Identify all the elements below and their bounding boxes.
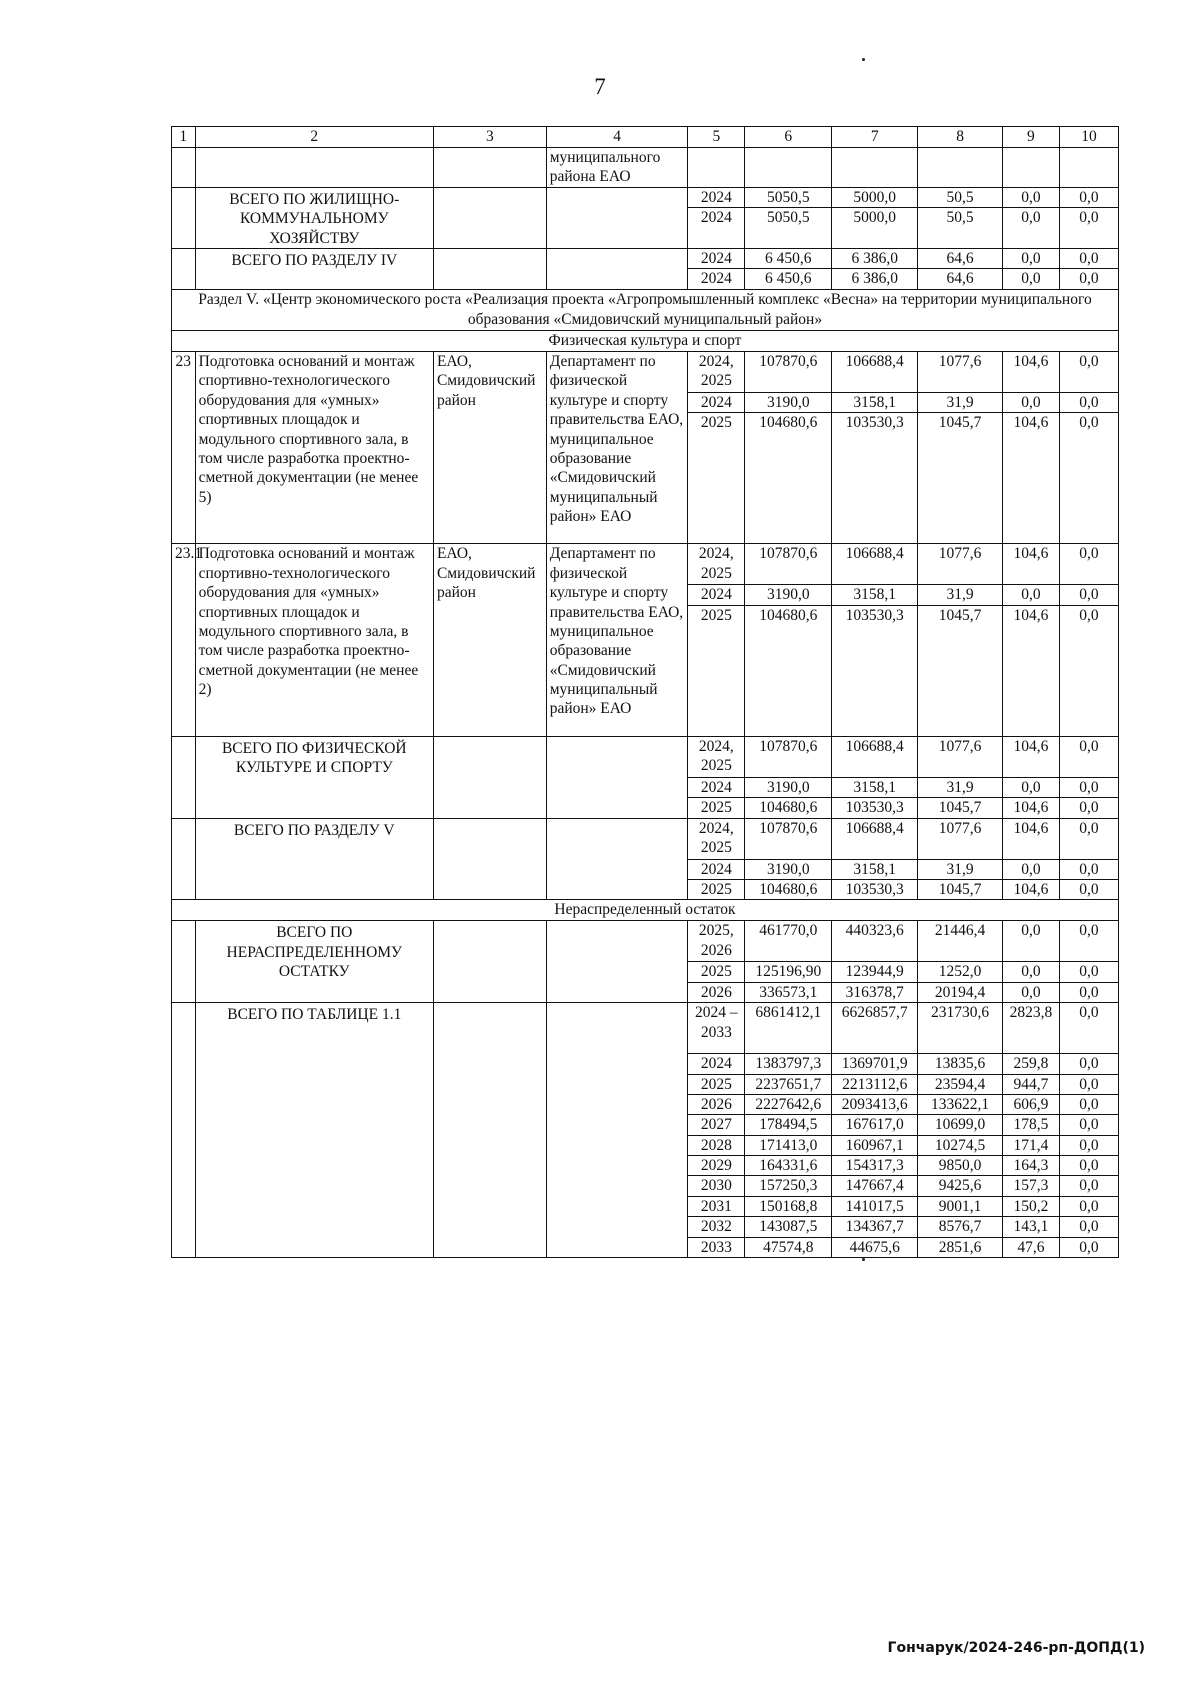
total-cell: 178494,5: [745, 1115, 832, 1135]
regional-cell: 1077,6: [918, 818, 1003, 859]
federal-cell: 6 386,0: [832, 269, 918, 289]
regional-cell: 9001,1: [918, 1196, 1003, 1216]
total-cell: 3190,0: [745, 585, 832, 605]
total-cell: 107870,6: [745, 736, 832, 777]
other-cell: 0,0: [1059, 208, 1118, 249]
regional-cell: 64,6: [918, 269, 1003, 289]
federal-cell: 106688,4: [832, 736, 918, 777]
other-cell: 0,0: [1059, 187, 1118, 208]
federal-cell: 316378,7: [832, 982, 918, 1002]
other-cell: 0,0: [1059, 736, 1118, 777]
local-cell: 150,2: [1002, 1196, 1059, 1216]
federal-cell: 106688,4: [832, 544, 918, 585]
year-cell: 2028: [688, 1135, 745, 1155]
local-cell: 178,5: [1002, 1115, 1059, 1135]
federal-cell: 3158,1: [832, 393, 918, 413]
local-cell: 104,6: [1002, 352, 1059, 393]
federal-cell: 1369701,9: [832, 1054, 918, 1074]
other-cell: 0,0: [1059, 777, 1118, 797]
table-row: [172, 148, 1119, 188]
section-row: [172, 330, 1119, 351]
other-cell: 0,0: [1059, 982, 1118, 1002]
year-cell: 2024: [688, 393, 745, 413]
item-location: ЕАО, Смидовичский район: [433, 352, 546, 544]
local-cell: 0,0: [1002, 859, 1059, 879]
total-cell: 5050,5: [745, 208, 832, 249]
item-location: ЕАО, Смидовичский район: [433, 544, 546, 736]
regional-cell: 31,9: [918, 585, 1003, 605]
section-row: [172, 900, 1119, 921]
year-cell: 2032: [688, 1217, 745, 1237]
federal-cell: 103530,3: [832, 879, 918, 899]
total-cell: 47574,8: [745, 1237, 832, 1257]
other-cell: 0,0: [1059, 1115, 1118, 1135]
total-cell: 6 450,6: [745, 269, 832, 289]
other-cell: 0,0: [1059, 1196, 1118, 1216]
federal-cell: 3158,1: [832, 859, 918, 879]
total-cell: 143087,5: [745, 1217, 832, 1237]
subsection-title: Физическая культура и спорт: [172, 330, 1119, 351]
year-cell: 2024: [688, 777, 745, 797]
year-cell: 2024: [688, 585, 745, 605]
regional-cell: 133622,1: [918, 1094, 1003, 1114]
total-cell: 104680,6: [745, 605, 832, 736]
year-cell: 2030: [688, 1176, 745, 1196]
total-cell: 3190,0: [745, 393, 832, 413]
other-cell: 0,0: [1059, 818, 1118, 859]
total-row: [172, 1003, 1119, 1054]
total-row: [172, 736, 1119, 777]
total-cell: 107870,6: [745, 818, 832, 859]
local-cell: 944,7: [1002, 1074, 1059, 1094]
col-header-3: 3: [433, 127, 546, 148]
item-name: Подготовка оснований и монтаж спортивно-технологического оборудования для «умных» спортивных площадок и модульного спортивного зала, в том числе разработка проектно-сметной документации (не менее 2): [195, 544, 433, 736]
local-cell: 104,6: [1002, 879, 1059, 899]
regional-cell: 31,9: [918, 859, 1003, 879]
total-cell: 107870,6: [745, 352, 832, 393]
year-cell: 2024 – 2033: [688, 1003, 745, 1054]
year-cell: 2025: [688, 879, 745, 899]
item-executor: Департамент по физической культуре и спорту правительства ЕАО, муниципальное образование «Смидовичский муниципальный район» ЕАО: [546, 544, 688, 736]
federal-cell: 2213112,6: [832, 1074, 918, 1094]
other-cell: 0,0: [1059, 1176, 1118, 1196]
regional-cell: 13835,6: [918, 1054, 1003, 1074]
scan-speck: [862, 1258, 865, 1261]
year-cell: 2024, 2025: [688, 352, 745, 393]
other-cell: 0,0: [1059, 544, 1118, 585]
regional-cell: 20194,4: [918, 982, 1003, 1002]
local-cell: 0,0: [1002, 208, 1059, 249]
local-cell: 104,6: [1002, 818, 1059, 859]
year-cell: 2025: [688, 605, 745, 736]
item-number: 23: [172, 352, 196, 544]
total-cell: 104680,6: [745, 413, 832, 544]
year-cell: 2024: [688, 1054, 745, 1074]
other-cell: 0,0: [1059, 352, 1118, 393]
regional-cell: 8576,7: [918, 1217, 1003, 1237]
other-cell: 0,0: [1059, 1135, 1118, 1155]
local-cell: 0,0: [1002, 393, 1059, 413]
year-cell: 2025: [688, 413, 745, 544]
total-cell: 125196,90: [745, 962, 832, 982]
total-cell: 171413,0: [745, 1135, 832, 1155]
column-number-row: [172, 127, 1119, 148]
year-cell: 2027: [688, 1115, 745, 1135]
total-cell: 1383797,3: [745, 1054, 832, 1074]
local-cell: 0,0: [1002, 777, 1059, 797]
federal-cell: 103530,3: [832, 605, 918, 736]
total-row: [172, 187, 1119, 208]
col-header-4: 4: [546, 127, 688, 148]
year-cell: 2026: [688, 1094, 745, 1114]
regional-cell: 10274,5: [918, 1135, 1003, 1155]
local-cell: 0,0: [1002, 187, 1059, 208]
year-cell: 2024, 2025: [688, 818, 745, 859]
local-cell: 0,0: [1002, 585, 1059, 605]
item-row: [172, 352, 1119, 393]
other-cell: 0,0: [1059, 1094, 1118, 1114]
local-cell: 157,3: [1002, 1176, 1059, 1196]
year-cell: 2025, 2026: [688, 921, 745, 962]
other-cell: 0,0: [1059, 413, 1118, 544]
federal-cell: 160967,1: [832, 1135, 918, 1155]
total-label: ВСЕГО ПО ФИЗИЧЕСКОЙ КУЛЬТУРЕ И СПОРТУ: [195, 736, 433, 818]
other-cell: 0,0: [1059, 879, 1118, 899]
federal-cell: 5000,0: [832, 187, 918, 208]
local-cell: 143,1: [1002, 1217, 1059, 1237]
other-cell: 0,0: [1059, 1054, 1118, 1074]
regional-cell: 1045,7: [918, 605, 1003, 736]
total-row: [172, 248, 1119, 268]
year-cell: 2024: [688, 269, 745, 289]
col-header-1: 1: [172, 127, 196, 148]
item-number: 23.1: [172, 544, 196, 736]
local-cell: 104,6: [1002, 605, 1059, 736]
total-row: [172, 818, 1119, 859]
local-cell: 606,9: [1002, 1094, 1059, 1114]
col-header-6: 6: [745, 127, 832, 148]
col-header-10: 10: [1059, 127, 1118, 148]
year-cell: 2024, 2025: [688, 736, 745, 777]
other-cell: 0,0: [1059, 1156, 1118, 1176]
other-cell: 0,0: [1059, 393, 1118, 413]
year-cell: 2025: [688, 962, 745, 982]
other-cell: 0,0: [1059, 859, 1118, 879]
executor-cell: муниципального района ЕАО: [546, 148, 688, 188]
federal-cell: 5000,0: [832, 208, 918, 249]
total-label: ВСЕГО ПО ЖИЛИЩНО-КОММУНАЛЬНОМУ ХОЗЯЙСТВУ: [195, 187, 433, 248]
other-cell: 0,0: [1059, 1003, 1118, 1054]
regional-cell: 64,6: [918, 248, 1003, 268]
regional-cell: 1045,7: [918, 798, 1003, 818]
federal-cell: 2093413,6: [832, 1094, 918, 1114]
col-header-7: 7: [832, 127, 918, 148]
total-label: ВСЕГО ПО РАЗДЕЛУ V: [195, 818, 433, 900]
year-cell: 2025: [688, 1074, 745, 1094]
year-cell: 2024: [688, 187, 745, 208]
other-cell: 0,0: [1059, 585, 1118, 605]
regional-cell: 1045,7: [918, 879, 1003, 899]
total-label: ВСЕГО ПО РАЗДЕЛУ IV: [195, 248, 433, 289]
federal-cell: 103530,3: [832, 798, 918, 818]
local-cell: 171,4: [1002, 1135, 1059, 1155]
year-cell: 2033: [688, 1237, 745, 1257]
total-cell: 2237651,7: [745, 1074, 832, 1094]
local-cell: 104,6: [1002, 736, 1059, 777]
regional-cell: 1077,6: [918, 352, 1003, 393]
col-header-5: 5: [688, 127, 745, 148]
section-row: [172, 289, 1119, 330]
total-cell: 336573,1: [745, 982, 832, 1002]
col-header-9: 9: [1002, 127, 1059, 148]
federal-cell: 6 386,0: [832, 248, 918, 268]
regional-cell: 31,9: [918, 777, 1003, 797]
section-title: Раздел V. «Центр экономического роста «Реализация проекта «Агропромышленный комплекс «Весна» на территории муниципального образования «Смидовичский муниципальный район»: [172, 289, 1119, 330]
total-cell: 461770,0: [745, 921, 832, 962]
year-cell: 2025: [688, 798, 745, 818]
total-cell: 150168,8: [745, 1196, 832, 1216]
total-cell: 5050,5: [745, 187, 832, 208]
federal-cell: 167617,0: [832, 1115, 918, 1135]
other-cell: 0,0: [1059, 248, 1118, 268]
total-cell: 3190,0: [745, 777, 832, 797]
regional-cell: 31,9: [918, 393, 1003, 413]
regional-cell: 1077,6: [918, 736, 1003, 777]
year-cell: 2024, 2025: [688, 544, 745, 585]
regional-cell: 231730,6: [918, 1003, 1003, 1054]
total-cell: 157250,3: [745, 1176, 832, 1196]
total-cell: 107870,6: [745, 544, 832, 585]
year-cell: 2024: [688, 859, 745, 879]
total-label: ВСЕГО ПО НЕРАСПРЕДЕЛЕННОМУ ОСТАТКУ: [195, 921, 433, 1003]
other-cell: 0,0: [1059, 1237, 1118, 1257]
federal-cell: 440323,6: [832, 921, 918, 962]
total-cell: 104680,6: [745, 879, 832, 899]
year-cell: 2029: [688, 1156, 745, 1176]
federal-cell: 134367,7: [832, 1217, 918, 1237]
federal-cell: 106688,4: [832, 818, 918, 859]
local-cell: 164,3: [1002, 1156, 1059, 1176]
page-number: 7: [594, 74, 606, 99]
other-cell: 0,0: [1059, 269, 1118, 289]
local-cell: 0,0: [1002, 269, 1059, 289]
other-cell: 0,0: [1059, 921, 1118, 962]
year-cell: 2026: [688, 982, 745, 1002]
federal-cell: 3158,1: [832, 585, 918, 605]
total-cell: 2227642,6: [745, 1094, 832, 1114]
year-cell: 2024: [688, 248, 745, 268]
federal-cell: 6626857,7: [832, 1003, 918, 1054]
other-cell: 0,0: [1059, 1217, 1118, 1237]
other-cell: 0,0: [1059, 605, 1118, 736]
local-cell: 259,8: [1002, 1054, 1059, 1074]
federal-cell: 141017,5: [832, 1196, 918, 1216]
year-cell: 2031: [688, 1196, 745, 1216]
regional-cell: 50,5: [918, 187, 1003, 208]
local-cell: 104,6: [1002, 544, 1059, 585]
regional-cell: 9850,0: [918, 1156, 1003, 1176]
other-cell: 0,0: [1059, 798, 1118, 818]
subsection-title: Нераспределенный остаток: [172, 900, 1119, 921]
total-row: [172, 921, 1119, 962]
local-cell: 47,6: [1002, 1237, 1059, 1257]
regional-cell: 23594,4: [918, 1074, 1003, 1094]
item-row: [172, 544, 1119, 585]
federal-cell: 3158,1: [832, 777, 918, 797]
regional-cell: 10699,0: [918, 1115, 1003, 1135]
col-header-2: 2: [195, 127, 433, 148]
regional-cell: 50,5: [918, 208, 1003, 249]
scan-speck: [862, 58, 865, 61]
federal-cell: 154317,3: [832, 1156, 918, 1176]
regional-cell: 9425,6: [918, 1176, 1003, 1196]
federal-cell: 123944,9: [832, 962, 918, 982]
local-cell: 0,0: [1002, 248, 1059, 268]
local-cell: 0,0: [1002, 962, 1059, 982]
item-executor: Департамент по физической культуре и спорту правительства ЕАО, муниципальное образование «Смидовичский муниципальный район» ЕАО: [546, 352, 688, 544]
regional-cell: 1045,7: [918, 413, 1003, 544]
local-cell: 104,6: [1002, 413, 1059, 544]
federal-cell: 103530,3: [832, 413, 918, 544]
total-cell: 6 450,6: [745, 248, 832, 268]
federal-cell: 44675,6: [832, 1237, 918, 1257]
item-name: Подготовка оснований и монтаж спортивно-технологического оборудования для «умных» спортивных площадок и модульного спортивного зала, в том числе разработка проектно-сметной документации (не менее 5): [195, 352, 433, 544]
regional-cell: 1252,0: [918, 962, 1003, 982]
budget-table: [171, 126, 1119, 1258]
regional-cell: 1077,6: [918, 544, 1003, 585]
other-cell: 0,0: [1059, 962, 1118, 982]
col-header-8: 8: [918, 127, 1003, 148]
local-cell: 2823,8: [1002, 1003, 1059, 1054]
regional-cell: 21446,4: [918, 921, 1003, 962]
local-cell: 104,6: [1002, 798, 1059, 818]
total-cell: 6861412,1: [745, 1003, 832, 1054]
document-code: Гончарук/2024-246-рп-ДОПД(1): [887, 1640, 1145, 1656]
federal-cell: 106688,4: [832, 352, 918, 393]
total-cell: 104680,6: [745, 798, 832, 818]
regional-cell: 2851,6: [918, 1237, 1003, 1257]
total-cell: 164331,6: [745, 1156, 832, 1176]
total-cell: 3190,0: [745, 859, 832, 879]
local-cell: 0,0: [1002, 921, 1059, 962]
total-label: ВСЕГО ПО ТАБЛИЦЕ 1.1: [195, 1003, 433, 1258]
year-cell: 2024: [688, 208, 745, 249]
federal-cell: 147667,4: [832, 1176, 918, 1196]
other-cell: 0,0: [1059, 1074, 1118, 1094]
local-cell: 0,0: [1002, 982, 1059, 1002]
